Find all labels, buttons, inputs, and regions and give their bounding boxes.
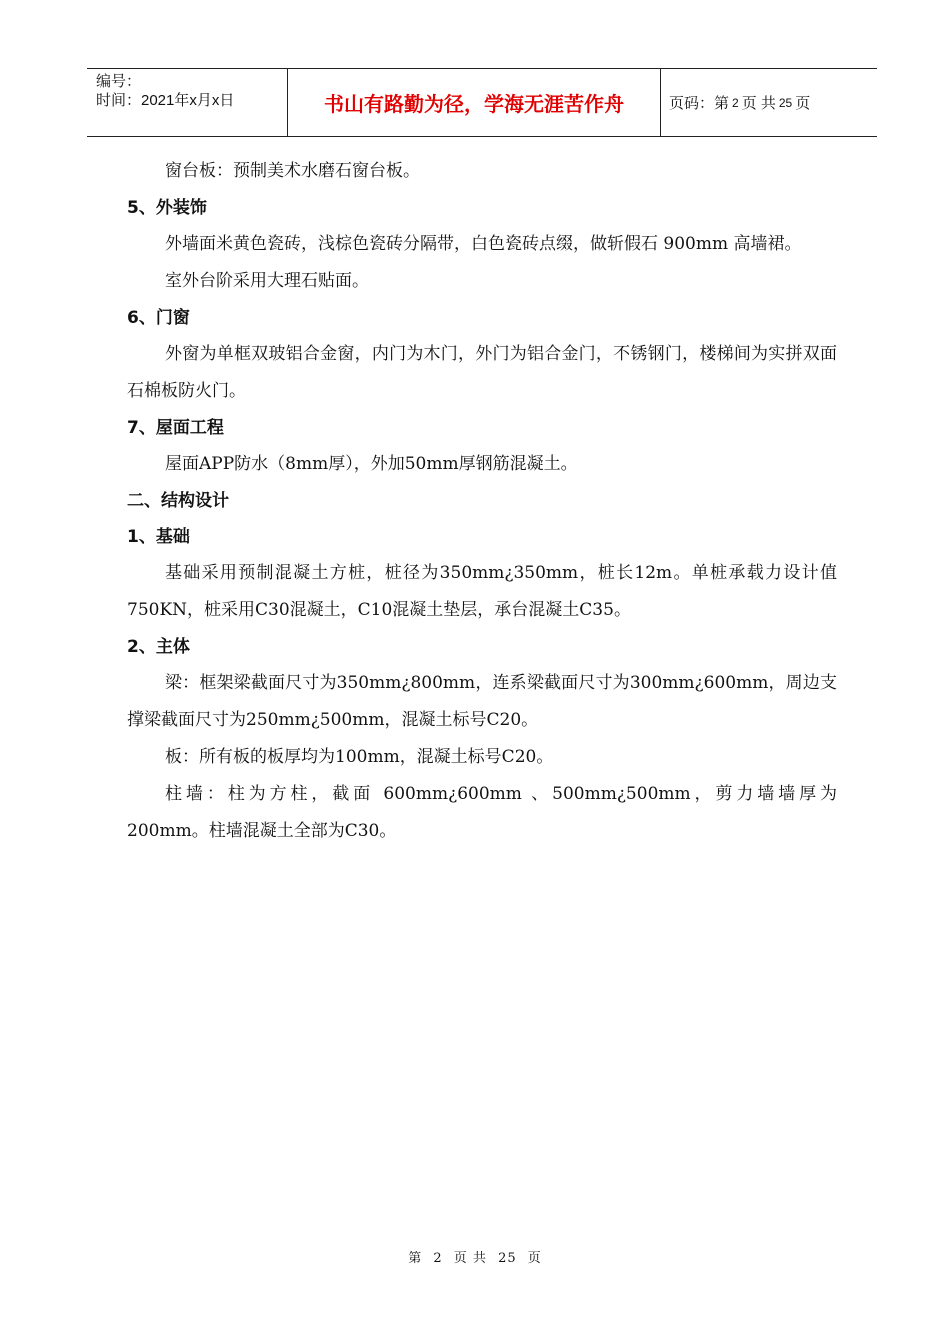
page-number: 2 [732,95,739,110]
paragraph-slabs: 板：所有板的板厚均为100mm，混凝土标号C20。 [165,747,554,767]
paragraph-foundation: 基础采用预制混凝土方桩，桩径为350mm¿350mm，桩长12m。单桩承载力设计值750KN，桩采用C30混凝土，C10混凝土垫层，承台混凝土C35。 [127,563,837,620]
footer-mid: 页 共 [453,1251,487,1266]
footer-total: 25 [498,1251,517,1266]
paragraph-outdoor-steps: 室外台阶采用大理石贴面。 [165,271,369,291]
heading-structural-design: 二、结构设计 [127,491,229,511]
footer-prefix: 第 [408,1251,423,1266]
header-motto: 书山有路勤为径，学海无涯苦作舟 [287,69,661,136]
paragraph-doors-windows: 外窗为单框双玻铝合金窗，内门为木门，外门为铝合金门，不锈钢门，楼梯间为实拼双面石棉板防火门。 [127,344,837,401]
heading-doors-windows: 6、门窗 [127,308,190,328]
paragraph-beams: 梁：框架梁截面尺寸为350mm¿800mm，连系梁截面尺寸为300mm¿600mm，周边支撑梁截面尺寸为250mm¿500mm，混凝土标号C20。 [127,673,837,730]
page-footer [0,1247,950,1266]
footer-page: 2 [433,1251,443,1266]
heading-exterior-decoration: 5、外装饰 [127,198,207,218]
heading-main-body: 2、主体 [127,637,190,657]
page-suffix: 页 [795,95,811,112]
page-prefix: 页码：第 [669,95,730,112]
number-label: 编号： [96,73,142,90]
heading-foundation: 1、基础 [127,527,190,547]
footer-suffix: 页 [527,1251,542,1266]
paragraph-window-sill: 窗台板：预制美术水磨石窗台板。 [165,161,420,181]
page-total: 25 [778,95,793,110]
paragraph-exterior-wall: 外墙面米黄色瓷砖，浅棕色瓷砖分隔带，白色瓷砖点缀，做斩假石 900mm 高墙裙。 [165,234,802,254]
page-mid: 页 共 [741,95,776,112]
time-label: 时间：2021年x月x日 [96,92,235,109]
heading-roof: 7、屋面工程 [127,418,224,438]
paragraph-roof: 屋面APP防水（8mm厚），外加50mm厚钢筋混凝土。 [165,454,578,474]
page-header [87,68,877,137]
header-page-info [661,69,877,136]
document-body [127,153,837,850]
paragraph-columns-walls: 柱墙：柱为方柱，截面 600mm¿600mm 、500mm¿500mm，剪力墙墙厚为200mm。柱墙混凝土全部为C30。 [127,784,837,841]
header-left [87,69,287,136]
